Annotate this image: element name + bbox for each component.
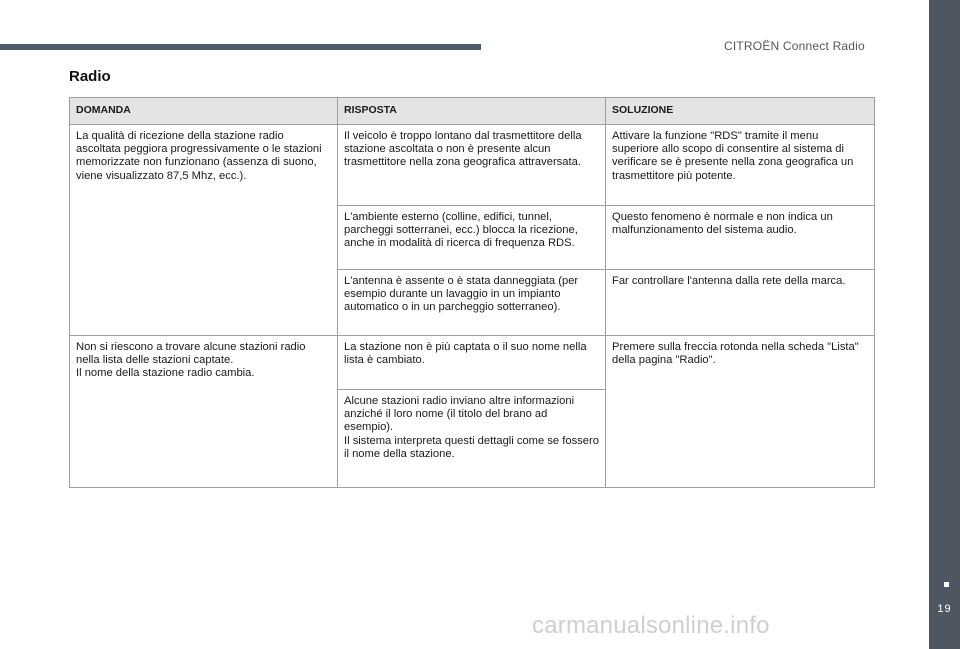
answer-cell: L'antenna è assente o è stata danneggiata (per esempio durante un lavaggio in un impianto automatico o in un parcheggio sotterraneo).: [338, 270, 606, 336]
page-number: 19: [937, 603, 952, 615]
column-header-question: DOMANDA: [70, 98, 338, 125]
solution-cell: Questo fenomeno è normale e non indica un malfunzionamento del sistema audio.: [606, 206, 875, 270]
column-header-solution: SOLUZIONE: [606, 98, 875, 125]
answer-cell: L'ambiente esterno (colline, edifici, tunnel, parcheggi sotterranei, ecc.) blocca la ricezione, anche in modalità di ricerca di frequenza RDS.: [338, 206, 606, 270]
header-rule: [0, 44, 481, 50]
section-title: Radio: [69, 68, 111, 85]
page-marker-icon: [944, 582, 949, 587]
table-header-row: [70, 98, 875, 125]
solution-cell: Premere sulla freccia rotonda nella scheda "Lista" della pagina "Radio".: [606, 336, 875, 488]
answer-cell: La stazione non è più captata o il suo nome nella lista è cambiato.: [338, 336, 606, 390]
question-cell: La qualità di ricezione della stazione radio ascoltata peggiora progressivamente o le stazioni memorizzate non funzionano (assenza di suono, viene visualizzato 87,5 Mhz, ecc.).: [70, 125, 338, 336]
troubleshooting-table: [69, 97, 875, 488]
table-row: [70, 125, 875, 206]
solution-cell: Far controllare l'antenna dalla rete della marca.: [606, 270, 875, 336]
solution-cell: Attivare la funzione "RDS" tramite il menu superiore allo scopo di consentire al sistema di verificare se è presente nella zona geografica un trasmettitore più potente.: [606, 125, 875, 206]
table-row: [70, 336, 875, 390]
column-header-answer: RISPOSTA: [338, 98, 606, 125]
answer-cell: Alcune stazioni radio inviano altre informazioni anziché il loro nome (il titolo del brano ad esempio). Il sistema interpreta questi dettagli come se fossero il nome della stazione.: [338, 390, 606, 488]
answer-cell: Il veicolo è troppo lontano dal trasmettitore della stazione ascoltata o non è presente alcun trasmettitore nella zona geografica attraversata.: [338, 125, 606, 206]
watermark: carmanualsonline.info: [532, 612, 770, 639]
side-band: [929, 0, 960, 649]
question-cell: Non si riescono a trovare alcune stazioni radio nella lista delle stazioni captate. Il nome della stazione radio cambia.: [70, 336, 338, 488]
brand-label: CITROËN Connect Radio: [724, 39, 865, 53]
